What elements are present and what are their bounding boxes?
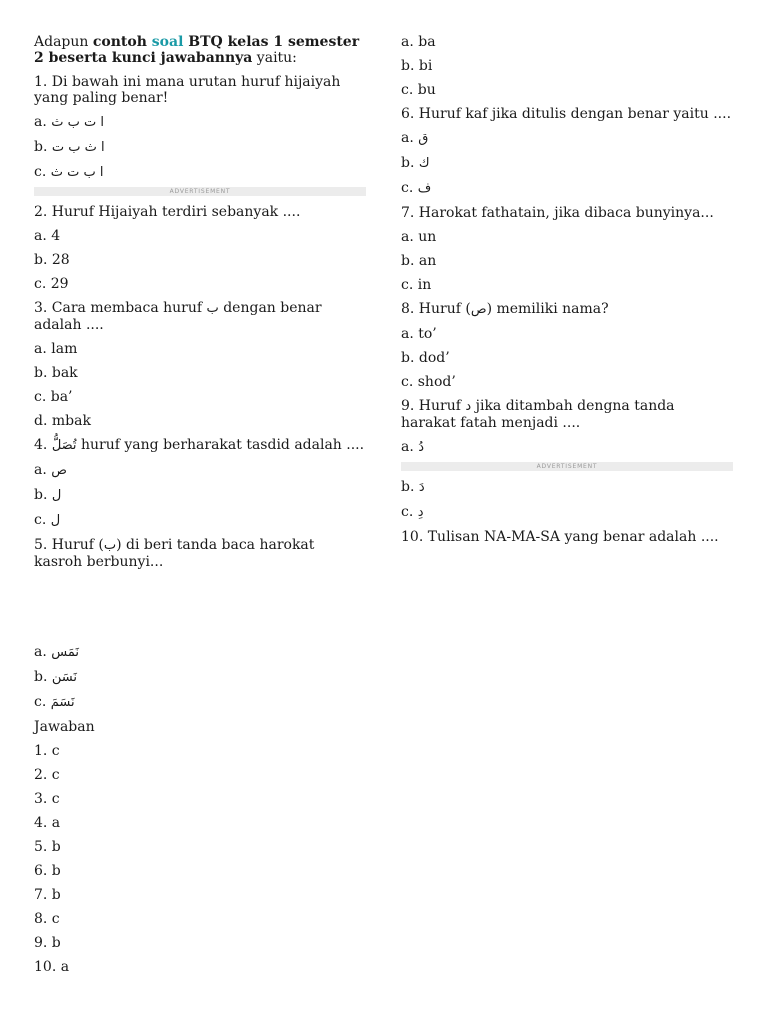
arabic-text: نَسَن bbox=[51, 670, 77, 685]
question-7: 7. Harokat fathatain, jika dibaca bunyinya... bbox=[401, 205, 714, 221]
answers-list bbox=[34, 743, 366, 975]
arabic-text: ص bbox=[470, 302, 487, 317]
left-column bbox=[34, 34, 366, 983]
arabic-text: تُصَلُّ bbox=[51, 438, 77, 453]
q10-option-a: a. نَمَس bbox=[34, 644, 79, 660]
answer-item: 5. b bbox=[34, 839, 61, 855]
arabic-text: ا ت ب ث bbox=[51, 115, 104, 130]
q6-option-b: b. ك bbox=[401, 155, 430, 171]
arabic-text: ف bbox=[417, 181, 432, 196]
q9-option-b: b. دَ bbox=[401, 479, 425, 495]
blank-space bbox=[34, 578, 366, 644]
q7-option-b: b. an bbox=[401, 253, 437, 269]
arabic-text: نَمَس bbox=[51, 645, 79, 660]
intro-link-soal[interactable]: soal bbox=[151, 34, 184, 50]
arabic-text: ا ب ت ث bbox=[50, 165, 104, 180]
answers-title: Jawaban bbox=[34, 719, 95, 735]
advertisement-banner[interactable]: ADVERTISEMENT bbox=[401, 462, 733, 471]
arabic-text: د bbox=[465, 399, 472, 414]
q1-option-c: c. ا ب ت ث bbox=[34, 164, 104, 180]
q2-option-b: b. 28 bbox=[34, 252, 70, 268]
answer-item: 3. c bbox=[34, 791, 60, 807]
q7-option-c: c. in bbox=[401, 277, 432, 293]
answer-item: 10. a bbox=[34, 959, 70, 975]
q2-option-a: a. 4 bbox=[34, 228, 61, 244]
answer-item: 6. b bbox=[34, 863, 61, 879]
q3-option-c: c. ba’ bbox=[34, 389, 73, 405]
intro-bold-contoh: contoh bbox=[92, 34, 152, 50]
q5-option-b: b. bi bbox=[401, 58, 433, 74]
q10-option-c: c. نَسَمَ bbox=[34, 694, 75, 710]
intro-bold-title: BTQ kelas 1 semester 2 beserta kunci jawabannya bbox=[34, 34, 360, 66]
q6-option-c: c. ف bbox=[401, 180, 432, 196]
arabic-text: ك bbox=[418, 156, 430, 171]
q5-option-a: a. ba bbox=[401, 34, 436, 50]
intro-text-end: yaitu: bbox=[252, 50, 297, 66]
arabic-text: ل bbox=[50, 513, 61, 528]
answer-item: 1. c bbox=[34, 743, 60, 759]
right-column bbox=[401, 34, 733, 553]
q5-option-c: c. bu bbox=[401, 82, 436, 98]
arabic-text: دُ bbox=[418, 440, 425, 455]
q2-option-c: c. 29 bbox=[34, 276, 69, 292]
answer-item: 9. b bbox=[34, 935, 61, 951]
question-5: 5. Huruf (ب) di beri tanda baca harokat kasroh berbunyi... bbox=[34, 537, 315, 570]
question-2: 2. Huruf Hijaiyah terdiri sebanyak .... bbox=[34, 204, 301, 220]
question-8: 8. Huruf (ص) memiliki nama? bbox=[401, 301, 609, 317]
q7-option-a: a. un bbox=[401, 229, 437, 245]
q8-option-a: a. to’ bbox=[401, 326, 437, 342]
answer-item: 8. c bbox=[34, 911, 60, 927]
question-4: 4. تُصَلُّ huruf yang berharakat tasdid adalah .... bbox=[34, 437, 365, 453]
question-1: 1. Di bawah ini mana urutan huruf hijaiyah yang paling benar! bbox=[34, 74, 341, 106]
arabic-text: ب bbox=[206, 301, 219, 316]
arabic-text: ا ث ب ت bbox=[51, 140, 105, 155]
q3-option-d: d. mbak bbox=[34, 413, 91, 429]
q9-option-a: a. دُ bbox=[401, 439, 425, 455]
question-9: 9. Huruf د jika ditambah dengna tanda harakat fatah menjadi .... bbox=[401, 398, 675, 431]
arabic-text: ب bbox=[103, 538, 117, 553]
arabic-text: دِ bbox=[417, 505, 424, 520]
q3-option-a: a. lam bbox=[34, 341, 78, 357]
q8-option-c: c. shod’ bbox=[401, 374, 456, 390]
q4-option-b: b. ل bbox=[34, 487, 62, 503]
arabic-text: نَسَمَ bbox=[50, 695, 75, 710]
q8-option-b: b. dod’ bbox=[401, 350, 450, 366]
question-10: 10. Tulisan NA-MA-SA yang benar adalah .... bbox=[401, 529, 719, 545]
advertisement-banner[interactable]: ADVERTISEMENT bbox=[34, 187, 366, 196]
answer-item: 7. b bbox=[34, 887, 61, 903]
q1-option-b: b. ا ث ب ت bbox=[34, 139, 105, 155]
question-6: 6. Huruf kaf jika ditulis dengan benar yaitu .... bbox=[401, 106, 732, 122]
arabic-text: ص bbox=[51, 463, 67, 478]
question-3: 3. Cara membaca huruf ب dengan benar adalah .... bbox=[34, 300, 322, 333]
q10-option-b: b. نَسَن bbox=[34, 669, 77, 685]
intro-paragraph bbox=[34, 34, 366, 66]
arabic-text: ل bbox=[51, 488, 62, 503]
arabic-text: دَ bbox=[418, 480, 425, 495]
q4-option-a: a. ص bbox=[34, 462, 67, 478]
answer-item: 4. a bbox=[34, 815, 61, 831]
q9-option-c: c. دِ bbox=[401, 504, 424, 520]
q1-option-a: a. ا ت ب ث bbox=[34, 114, 104, 130]
q3-option-b: b. bak bbox=[34, 365, 78, 381]
intro-text: Adapun bbox=[34, 34, 93, 50]
answer-item: 2. c bbox=[34, 767, 60, 783]
q4-option-c: c. ل bbox=[34, 512, 61, 528]
arabic-text: ق bbox=[418, 131, 429, 146]
q6-option-a: a. ق bbox=[401, 130, 429, 146]
